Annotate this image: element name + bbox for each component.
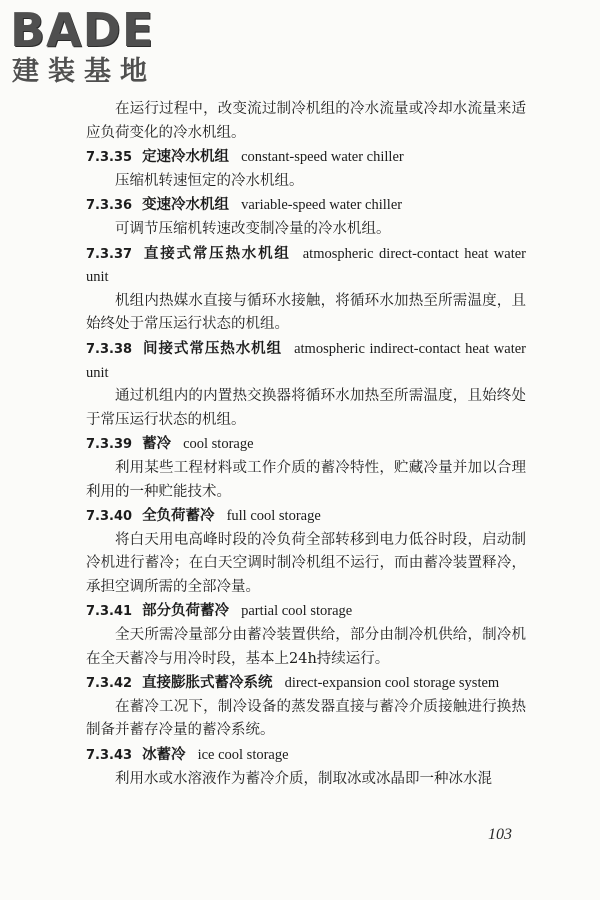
entry-definition: 机组内热媒水直接与循环水接触，将循环水加热至所需温度，且始终处于常压运行状态的机组。 <box>86 292 526 333</box>
entry-english-term: partial cool storage <box>241 603 353 620</box>
entry-english-term: constant-speed water chiller <box>241 149 404 166</box>
entry-number: 7.3.40 <box>86 509 133 525</box>
entry-term: 全负荷蓄冷 <box>142 507 215 525</box>
entry-term: 蓄冷 <box>142 435 172 453</box>
entry-term: 定速冷水机组 <box>142 148 230 166</box>
entry-definition: 通过机组内的内置热交换器将循环水加热至所需温度，且始终处于常压运行状态的机组。 <box>86 388 526 428</box>
page-number: 103 <box>488 826 512 843</box>
entry-english-term: direct-expansion cool storage system <box>284 675 500 692</box>
entry-number: 7.3.36 <box>86 198 133 214</box>
entry-definition: 在蓄冷工况下，制冷设备的蒸发器直接与蓄冷介质接触进行换热制备并蓄存冷量的蓄冷系统。 <box>86 698 526 739</box>
entry-heading <box>86 337 526 385</box>
entry-heading <box>86 242 526 290</box>
entry-term: 变速冷水机组 <box>142 196 230 214</box>
entry-definition: 全天所需冷量部分由蓄冷装置供给，部分由制冷机供给，制冷机在全天蓄冷与用冷时段，基本上24h持续运行。 <box>86 627 526 667</box>
entry-definition: 利用水或水溶液作为蓄冷介质，制取冰或冰晶即一种冰水混 <box>115 770 492 787</box>
entry-definition: 压缩机转速恒定的冷水机组。 <box>115 172 304 189</box>
entry-number: 7.3.38 <box>86 341 133 357</box>
entry-list <box>86 145 526 791</box>
logo-wordmark: BADE <box>10 3 155 57</box>
entry-english-term: atmospheric direct-contact heat water unit <box>86 245 526 286</box>
entry-english-term: full cool storage <box>226 508 321 525</box>
entry-number: 7.3.39 <box>86 437 133 453</box>
logo-subtitle: 建装基地 <box>12 56 156 87</box>
entry-english-term: variable-speed water chiller <box>241 197 403 214</box>
entry-number: 7.3.35 <box>86 150 133 166</box>
intro-paragraph: 在运行过程中，改变流过制冷机组的冷水流量或冷却水流量来适应负荷变化的冷水机组。 <box>86 101 526 141</box>
entry-heading <box>86 432 526 457</box>
entry-term: 直接式常压热水机组 <box>142 244 291 262</box>
entry-heading <box>86 193 526 218</box>
brand-logo <box>10 4 180 94</box>
entry-heading <box>86 671 526 696</box>
entry-definition: 利用某些工程材料或工作介质的蓄冷特性，贮藏冷量并加以合理利用的一种贮能技术。 <box>86 459 526 500</box>
entry-number: 7.3.42 <box>86 676 133 692</box>
entry-definition: 将白天用电高峰时段的冷负荷全部转移到电力低谷时段，启动制冷机进行蓄冷；在白天空调时制冷机组不运行，而由蓄冷装置释冷，承担空调所需的全部冷量。 <box>86 531 526 595</box>
entry-term: 直接膨胀式蓄冷系统 <box>142 674 273 692</box>
entry-english-term: cool storage <box>183 436 254 453</box>
entry-number: 7.3.41 <box>86 604 133 620</box>
entry-term: 部分负荷蓄冷 <box>142 602 230 620</box>
entry-heading <box>86 599 526 624</box>
entry-definition: 可调节压缩机转速改变制冷量的冷水机组。 <box>115 220 391 237</box>
entry-heading <box>86 504 526 529</box>
entry-english-term: atmospheric indirect-contact heat water unit <box>86 340 526 381</box>
entry-term: 冰蓄冷 <box>142 746 186 764</box>
document-body <box>86 98 526 791</box>
entry-number: 7.3.37 <box>86 246 133 262</box>
entry-number: 7.3.43 <box>86 748 133 764</box>
entry-heading <box>86 145 526 170</box>
entry-english-term: ice cool storage <box>197 747 289 764</box>
entry-term: 间接式常压热水机组 <box>142 339 283 357</box>
entry-heading <box>86 743 526 768</box>
